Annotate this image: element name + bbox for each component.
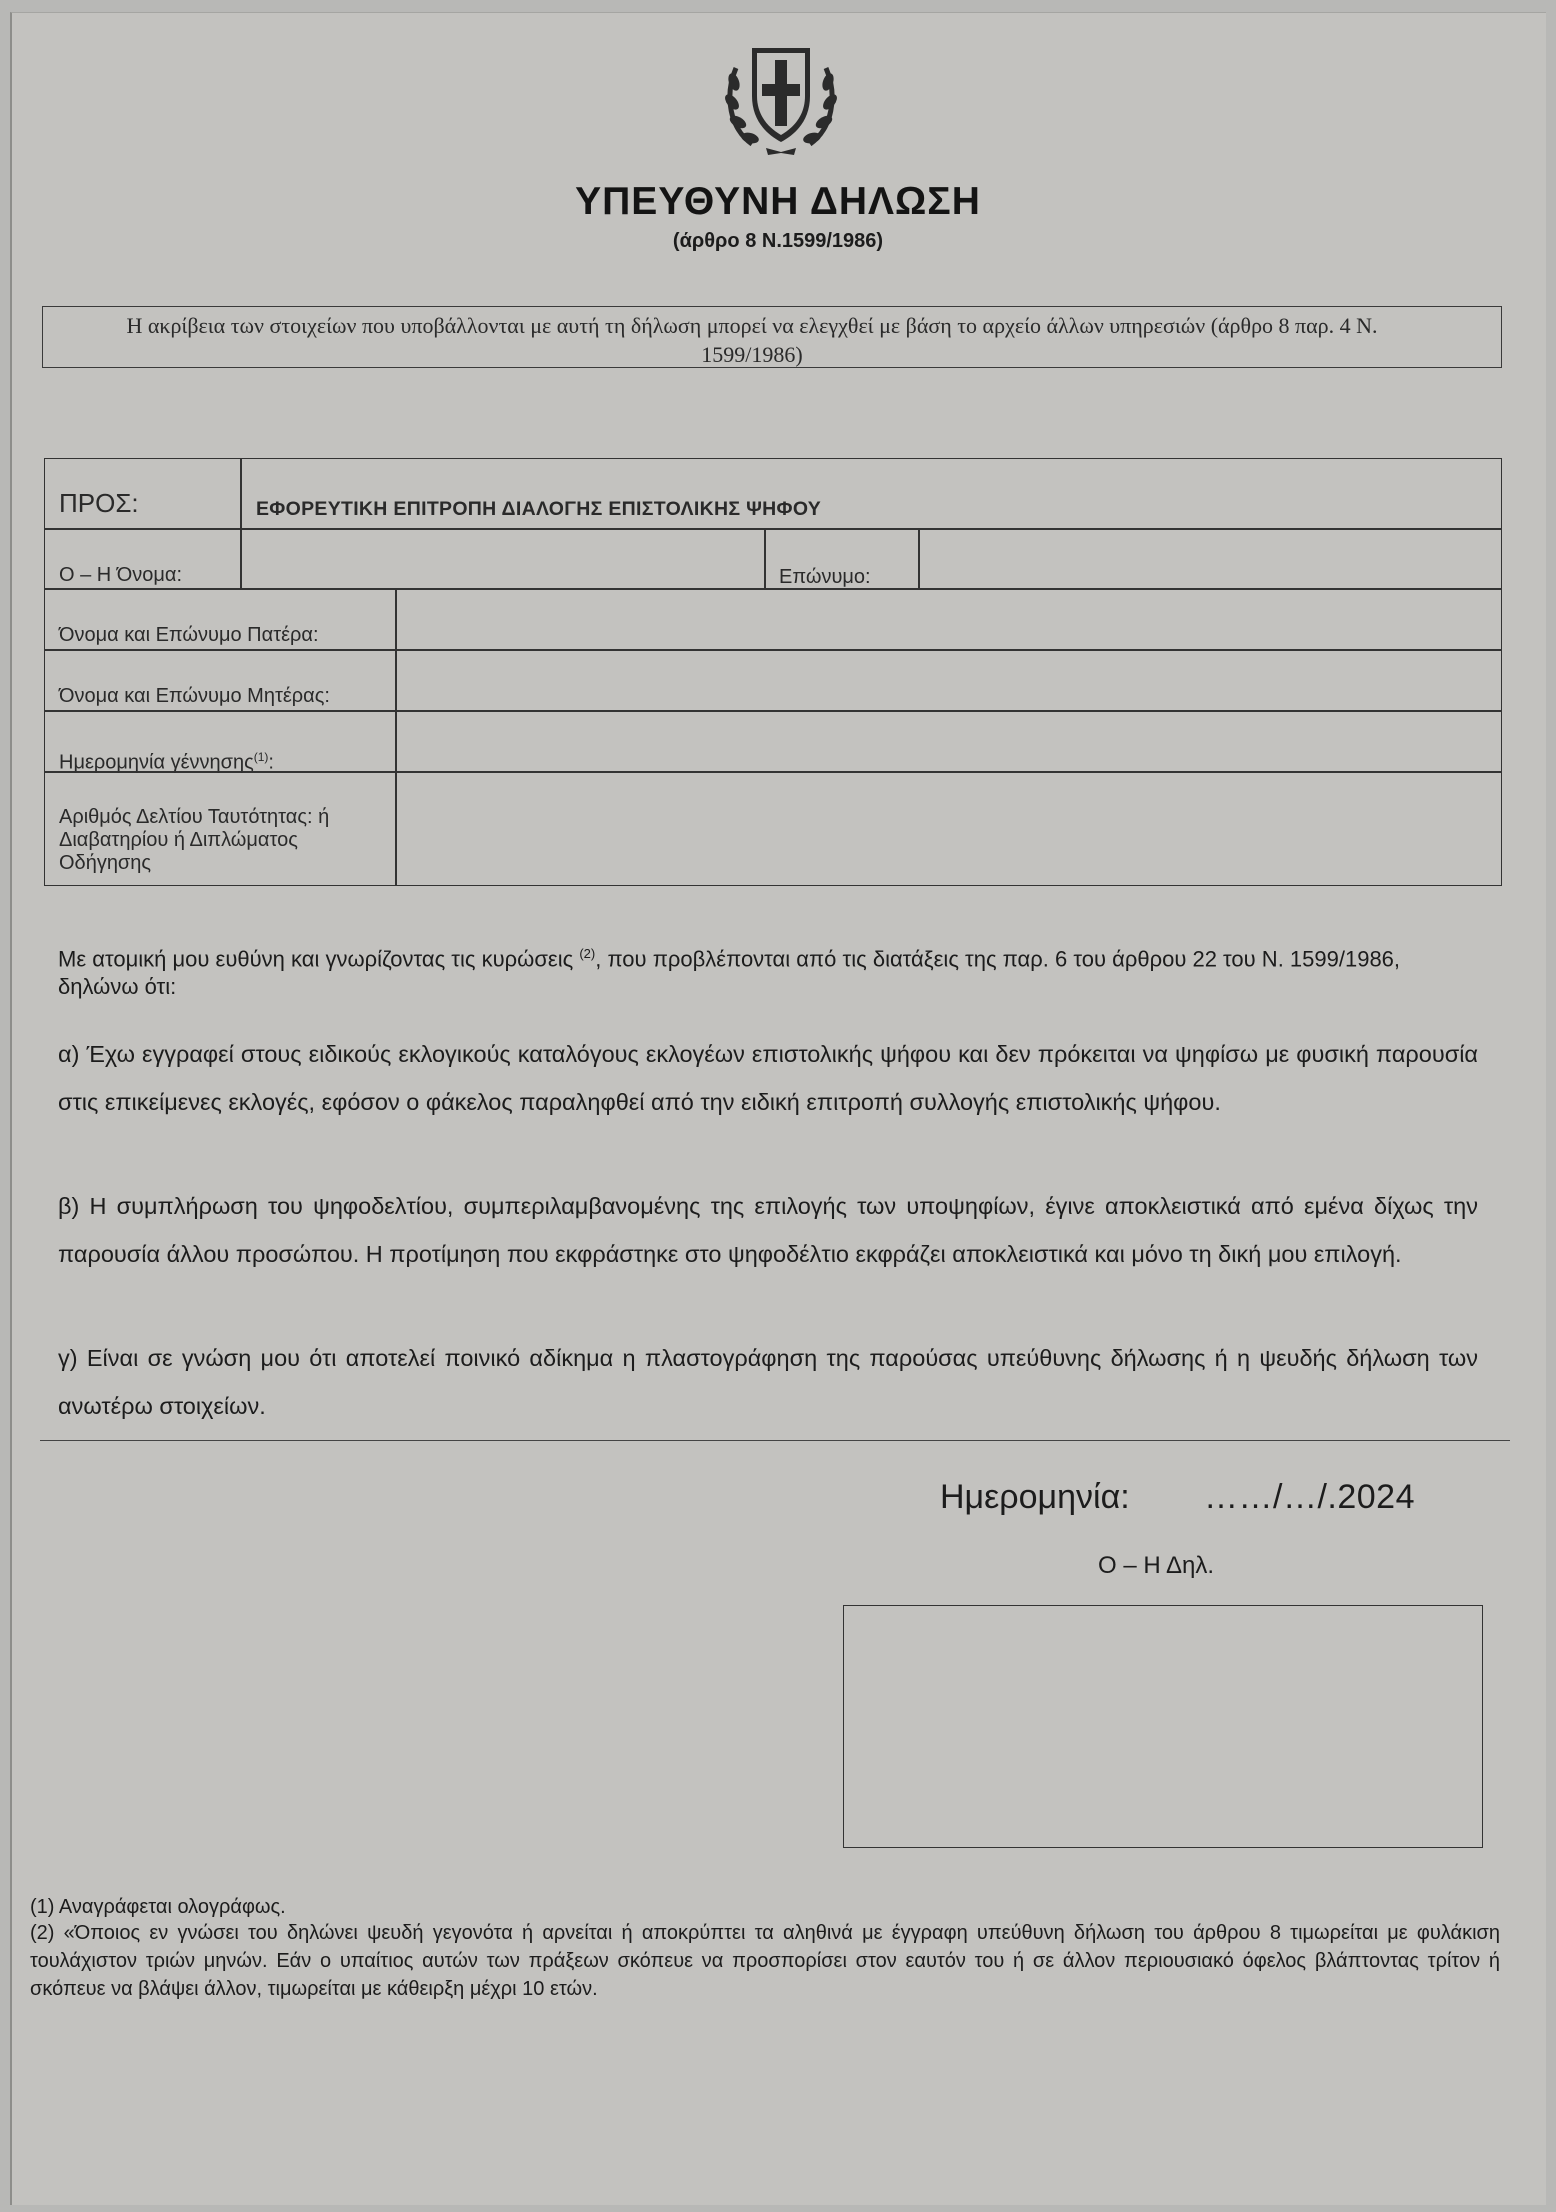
greek-coat-of-arms-icon	[722, 34, 840, 158]
id-label-cell	[44, 771, 397, 886]
name-label: Ο – Η Όνομα:	[59, 564, 183, 586]
surname-label-cell	[764, 528, 920, 590]
declaration-intro: Με ατομική μου ευθύνη και γνωρίζοντας τις κυρώσεις $^{(2)}$, που προβλέπονται από τις διατάξεις της παρ. 6 του άρθρου 22 του Ν. 1599/1986, δηλώνω ότι:	[58, 946, 1401, 1000]
date-field[interactable]: ……/…/.2024	[1204, 1478, 1415, 1516]
accuracy-notice: Η ακρίβεια των στοιχείων που υποβάλλονται με αυτή τη δήλωση μπορεί να ελεγχθεί με βάση το αρχείο άλλων υπηρεσιών (άρθρο 8 παρ. 4 Ν. 1599/1986)	[42, 306, 1502, 368]
footnote-ref-2: (2)	[579, 946, 596, 961]
father-label-cell	[44, 588, 397, 651]
clause-c: γ) Είναι σε γνώση μου ότι αποτελεί ποινικό αδίκημα η πλαστογράφηση της παρούσας υπεύθυνης δήλωσης ή η ψευδής δήλωση των ανωτέρω στοιχείων.	[58, 1345, 1478, 1419]
surname-label: Επώνυμο:	[779, 566, 871, 588]
document-subtitle: (άρθρο 8 Ν.1599/1986)	[672, 230, 884, 252]
birthdate-label: Ημερομηνία γέννησης$^{(1)}$:	[59, 750, 274, 774]
to-label-cell	[44, 458, 242, 530]
id-label: Αριθμός Δελτίου Ταυτότητας: ή Διαβατηρίου ή Διπλώματος Οδήγησης	[59, 806, 330, 874]
name-field[interactable]	[240, 528, 766, 590]
footnote-2: (2) «Όποιος εν γνώσει του δηλώνει ψευδή γεγονότα ή αρνείται ή αποκρύπτει τα αληθινά με έγγραφη υπεύθυνη δήλωση του άρθρου 8 τιμωρείται με φυλάκιση τουλάχιστον τριών μηνών. Εάν ο υπαίτιος αυτών των πράξεων σκόπευε να προσπορίσει στον εαυτόν του ή σε άλλον περιουσιακό όφελος βλάπτοντας τρίτον ή σκόπευε να βλάψει άλλον, τιμωρείται με κάθειρξη μέχρι 10 ετών.	[30, 1922, 1500, 2000]
separator-line	[40, 1440, 1510, 1441]
father-label: Όνομα και Επώνυμο Πατέρα:	[59, 624, 319, 646]
mother-label-cell	[44, 649, 397, 712]
date-label: Ημερομηνία:	[940, 1478, 1130, 1516]
clause-a: α) Έχω εγγραφεί στους ειδικούς εκλογικούς καταλόγους εκλογέων επιστολικής ψήφου και δεν πρόκειται να ψηφίσω με φυσική παρουσία στις επικείμενες εκλογές, εφόσον ο φάκελος παραληφθεί από την ειδική επιτροπή συλλογής επιστολικής ψήφου.	[58, 1041, 1478, 1115]
declarant-label: Ο – Η Δηλ.	[1098, 1552, 1215, 1579]
name-label-cell	[44, 528, 242, 590]
mother-label: Όνομα και Επώνυμο Μητέρας:	[59, 685, 330, 707]
to-value: ΕΦΟΡΕΥΤΙΚΗ ΕΠΙΤΡΟΠΗ ΔΙΑΛΟΓΗΣ ΕΠΙΣΤΟΛΙΚΗΣ ΨΗΦΟΥ	[256, 498, 822, 520]
clause-b: β) Η συμπλήρωση του ψηφοδελτίου, συμπεριλαμβανομένης της επιλογής των υποψηφίων, έγινε αποκλειστικά από εμένα δίχως την παρουσία άλλου προσώπου. Η προτίμηση που εκφράστηκε στο ψηφοδέλτιο εκφράζει αποκλειστικά και μόνο τη δική μου επιλογή.	[58, 1193, 1478, 1267]
to-value-cell	[240, 458, 1502, 530]
father-field[interactable]	[395, 588, 1502, 651]
birthdate-label-cell	[44, 710, 397, 773]
footnote-ref-1: (1)	[253, 750, 269, 764]
mother-field[interactable]	[395, 649, 1502, 712]
signature-box[interactable]	[843, 1605, 1483, 1848]
id-field[interactable]	[395, 771, 1502, 886]
document-title: ΥΠΕΥΘΥΝΗ ΔΗΛΩΣΗ	[575, 180, 981, 223]
footnote-1: (1) Αναγράφεται ολογράφως.	[30, 1896, 286, 1918]
to-label: ΠΡΟΣ:	[59, 488, 139, 518]
personal-details-form	[44, 458, 1502, 886]
birthdate-field[interactable]	[395, 710, 1502, 773]
surname-field[interactable]	[918, 528, 1502, 590]
